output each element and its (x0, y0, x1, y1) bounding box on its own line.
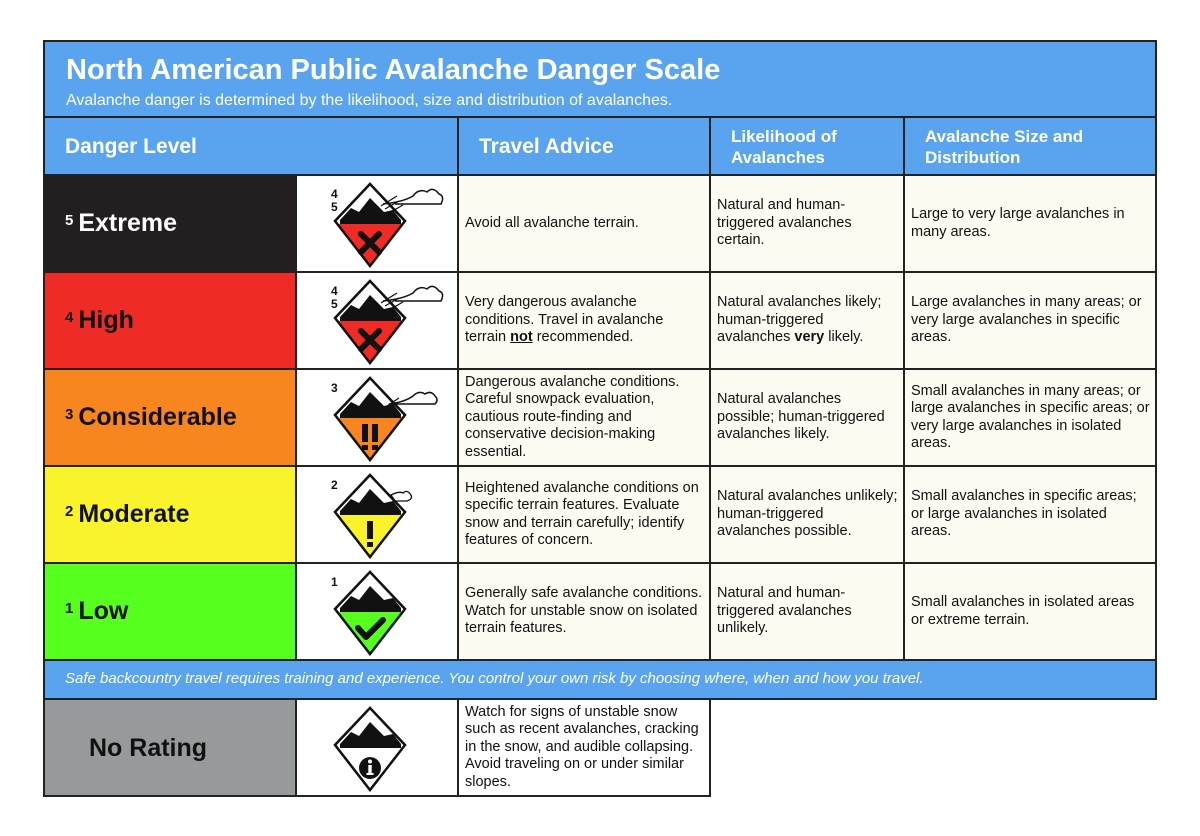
danger-level-number: 5 (65, 212, 74, 229)
likelihood-text: Natural and human-triggered avalanches certain. (717, 197, 852, 249)
danger-level-number: 3 (65, 406, 74, 423)
danger-row-extreme (43, 176, 1157, 273)
no-rating-advice-text: Watch for signs of unstable snow such as recent avalanches, cracking in the snow, and audible collapsing. Avoid traveling on or under similar slopes. (465, 703, 699, 790)
danger-level-cell (43, 467, 297, 564)
danger-level-name: Moderate (78, 500, 190, 528)
danger-row-moderate (43, 467, 1157, 564)
no-rating-label: No Rating (89, 734, 208, 762)
title-banner (43, 40, 1157, 118)
danger-level-cell (43, 564, 297, 661)
size-distribution-cell (903, 564, 1157, 661)
danger-icon-cell (295, 370, 459, 467)
danger-icon-cell (295, 467, 459, 564)
column-header-size-distribution (903, 118, 1157, 176)
travel-advice-text: Dangerous avalanche conditions. Careful snowpack evaluation, cautious route-finding and conservative decision-making essential. (465, 373, 680, 460)
travel-advice-text (465, 294, 705, 347)
danger-level-number: 4 (65, 309, 74, 326)
column-header-likelihood (709, 118, 905, 176)
travel-advice-text: Heightened avalanche conditions on specific terrain features. Evaluate snow and terrain carefully; identify features of concern. (465, 479, 699, 548)
icon-number: 5 (331, 200, 338, 214)
travel-advice-cell (457, 467, 711, 564)
size-distribution-cell (903, 176, 1157, 273)
size-distribution-text: Small avalanches in specific areas; or large avalanches in isolated areas. (911, 488, 1137, 540)
travel-advice-cell (457, 176, 711, 273)
danger-level-name: Extreme (78, 209, 178, 237)
column-header-label: Danger Level (65, 135, 197, 158)
danger-row-considerable (43, 370, 1157, 467)
danger-level-label (65, 467, 189, 562)
danger-level-name: High (78, 306, 134, 334)
column-header-travel-advice (457, 118, 711, 176)
likelihood-text: Natural and human-triggered avalanches unlikely. (717, 585, 852, 637)
exclamation-icon (327, 473, 447, 559)
double-exclamation-icon (327, 376, 447, 462)
likelihood-cell (709, 370, 905, 467)
no-rating-advice-cell (457, 700, 711, 797)
icon-number: 5 (331, 297, 338, 311)
likelihood-text: Natural avalanches unlikely; human-triggered avalanches possible. (717, 488, 898, 540)
column-header-label: Avalanche Size and Distribution (925, 127, 1084, 167)
page-title: North American Public Avalanche Danger Scale (66, 54, 721, 86)
danger-row-high (43, 273, 1157, 370)
travel-advice-cell (457, 273, 711, 370)
danger-level-number: 1 (65, 600, 74, 617)
danger-level-cell (43, 176, 297, 273)
column-header-label: Likelihood of Avalanches (731, 127, 837, 167)
info-icon (327, 706, 447, 792)
danger-scale-table (43, 40, 1157, 797)
travel-advice-cell (457, 564, 711, 661)
danger-level-label (65, 273, 134, 368)
page-subtitle: Avalanche danger is determined by the likelihood, size and distribution of avalanches. (66, 92, 673, 109)
icon-number: 1 (331, 575, 338, 589)
icon-number: 2 (331, 478, 338, 492)
size-distribution-text: Small avalanches in many areas; or large avalanches in specific areas; or very large avalanches in isolated areas. (911, 382, 1150, 451)
danger-level-label (65, 370, 237, 465)
icon-number: 4 (331, 187, 338, 201)
danger-level-name: Considerable (78, 403, 237, 431)
danger-row-low (43, 564, 1157, 661)
likelihood-text (717, 294, 899, 347)
high-x-icon (327, 279, 447, 365)
extreme-x-icon (327, 182, 447, 268)
danger-level-label (65, 176, 177, 271)
size-distribution-cell (903, 273, 1157, 370)
likelihood-part: likely. (824, 329, 864, 346)
likelihood-emphasis: very (794, 329, 825, 346)
safety-note-text: Safe backcountry travel requires training and experience. You control your own risk by choosing where, when and how you travel. (65, 670, 924, 687)
no-rating-level-cell (43, 700, 297, 797)
danger-level-number: 2 (65, 503, 74, 520)
danger-icon-cell (295, 176, 459, 273)
no-rating-icon-cell (295, 700, 459, 797)
column-header-danger-level (43, 118, 459, 176)
likelihood-cell (709, 564, 905, 661)
danger-level-cell (43, 370, 297, 467)
likelihood-text: Natural avalanches possible; human-triggered avalanches likely. (717, 391, 885, 443)
danger-level-cell (43, 273, 297, 370)
size-distribution-cell (903, 370, 1157, 467)
checkmark-icon (327, 570, 447, 656)
danger-level-label (65, 564, 128, 659)
likelihood-part: Natural avalanches likely; human-triggered avalanches (717, 294, 882, 346)
danger-icon-cell (295, 273, 459, 370)
likelihood-cell (709, 273, 905, 370)
travel-advice-cell (457, 370, 711, 467)
danger-level-name: Low (78, 597, 129, 625)
advice-part: recommended. (532, 329, 634, 346)
likelihood-cell (709, 176, 905, 273)
size-distribution-text: Large to very large avalanches in many areas. (911, 206, 1125, 240)
likelihood-cell (709, 467, 905, 564)
travel-advice-text: Generally safe avalanche conditions. Watch for unstable snow on isolated terrain features. (465, 585, 702, 637)
icon-number: 4 (331, 284, 338, 298)
column-header-label: Travel Advice (479, 135, 614, 158)
size-distribution-text: Small avalanches in isolated areas or extreme terrain. (911, 594, 1135, 628)
travel-advice-text: Avoid all avalanche terrain. (465, 214, 639, 231)
safety-note-banner (43, 661, 1157, 700)
size-distribution-text: Large avalanches in many areas; or very large avalanches in specific areas. (911, 294, 1142, 346)
advice-part: Very dangerous avalanche conditions. Travel in avalanche terrain (465, 294, 664, 346)
danger-icon-cell (295, 564, 459, 661)
advice-emphasis: not (510, 329, 533, 346)
icon-number: 3 (331, 381, 338, 395)
size-distribution-cell (903, 467, 1157, 564)
